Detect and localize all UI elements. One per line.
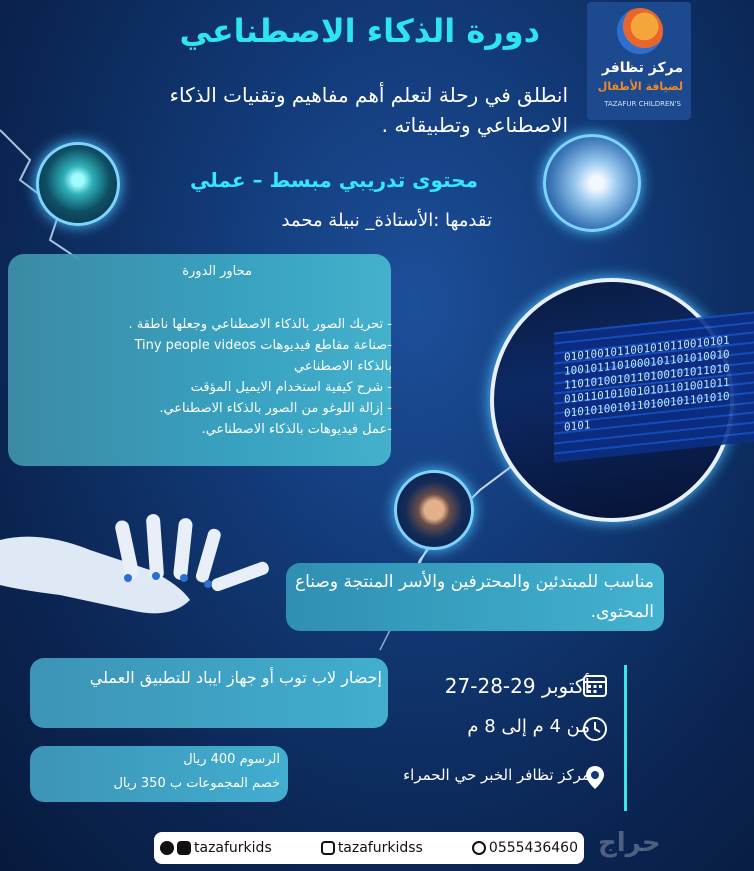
binary-digits: 010100101100101011001010110010111010001011010100101101010010110100101011010010110101001010110100101101010100101101001011010100101 (564, 333, 730, 434)
list-item: - إزالة اللوغو من الصور بالذكاء الاصطناعي. (159, 401, 392, 416)
intro-text: انطلق في رحلة لتعلم أهم مفاهيم وتقنيات الذكاء الاصطناعي وتطبيقاته . (169, 83, 568, 137)
watermark: حراج (598, 828, 661, 858)
snapchat-handle[interactable] (160, 840, 272, 856)
laptop-binary-image (490, 278, 734, 522)
fees-discount: خصم المجموعات ب 350 ريال (113, 776, 280, 791)
instagram-icon (321, 841, 335, 855)
brain-chip-image (394, 470, 474, 550)
snapchat-text: tazafurkids (194, 840, 272, 856)
social-footer (154, 832, 584, 864)
list-item: -عمل فيديوهات بالذكاء الاصطناعي. (201, 422, 392, 437)
presenter-text: تقدمها :الأستاذة_ نبيلة محمد (281, 210, 492, 231)
instagram-text: tazafurkidss (337, 840, 423, 856)
logo-mark-icon (617, 8, 663, 54)
time-text: من 4 م إلى 8 م (467, 716, 590, 737)
whatsapp-text: 0555436460 (488, 840, 578, 856)
logo-subtitle: لضيافة الأطفال (597, 80, 683, 93)
whatsapp-icon (472, 841, 486, 855)
list-item: - تحريك الصور بالذكاء الاصطناعي وجعلها ناطقة . (128, 317, 392, 332)
robot-hand-fish-image (543, 134, 641, 232)
whatsapp-handle[interactable] (472, 840, 578, 856)
page-title: دورة الذكاء الاصطناعي (179, 12, 540, 50)
list-item: بالذكاء الاصطناعي (294, 359, 392, 374)
robot-hand-image (0, 500, 290, 630)
list-item: - شرح كيفية استخدام الايميل المؤقت (190, 380, 392, 395)
logo-english: TAZAFUR CHILDREN'S (604, 100, 681, 108)
course-topics-title: محاور الدورة (182, 264, 252, 279)
center-logo (587, 2, 691, 120)
ai-brain-image (36, 142, 120, 226)
date-text: أكتوبر 29-28-27 (444, 674, 590, 698)
instagram-handle[interactable] (321, 840, 423, 856)
audience-text: مناسب للمبتدئين والمحترفين والأسر المنتجة وصناع المحتوى. (294, 572, 654, 622)
requirement-text: إحضار لاب توب أو جهاز ايباد للتطبيق العملي (89, 668, 382, 687)
info-divider (624, 665, 627, 811)
course-topics-list (12, 314, 392, 440)
logo-name: مركز تظافر (601, 60, 683, 76)
fees-price: الرسوم 400 ريال (183, 752, 280, 767)
snapchat-icon (160, 841, 174, 855)
content-type-text: محتوى تدريبي مبسط – عملي (190, 168, 478, 192)
tiktok-icon (177, 841, 191, 855)
location-text: مركز تظافر الخبر حي الحمراء (403, 766, 590, 784)
list-item: -صناعة مقاطع فيديوهات Tiny people videos (134, 338, 392, 353)
